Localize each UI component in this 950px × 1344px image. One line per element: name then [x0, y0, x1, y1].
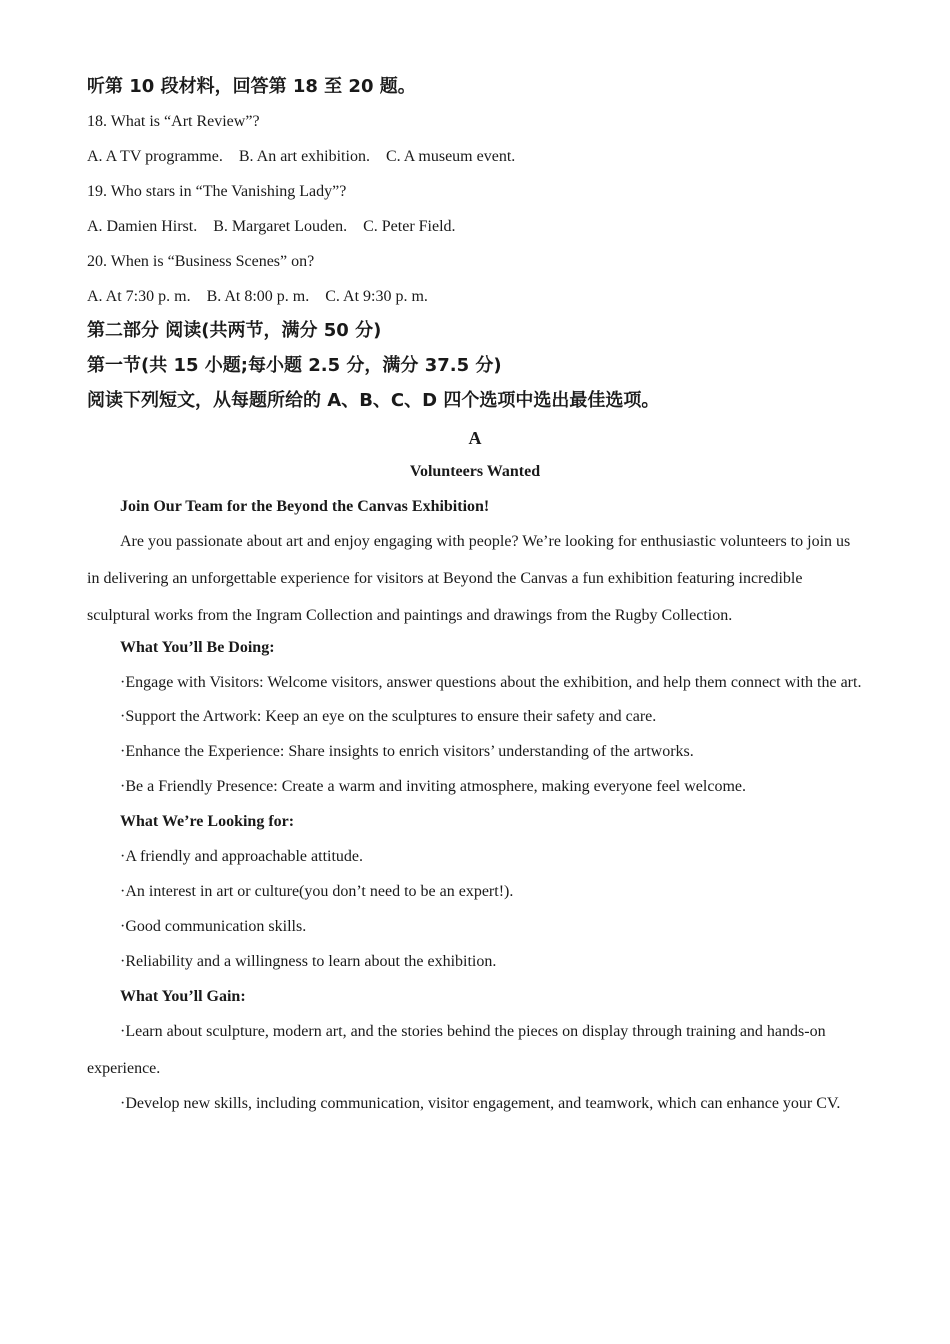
question-20-stem: 20. When is “Business Scenes” on? — [87, 253, 315, 270]
question-19-stem: 19. Who stars in “The Vanishing Lady”? — [87, 183, 347, 200]
document-page — [87, 76, 863, 1122]
question-18-options: A. A TV programme. B. An art exhibition. C. A museum event. — [87, 148, 516, 165]
looking-item: ·An interest in art or culture(you don’t need to be an expert!). — [120, 883, 514, 900]
passage-intro: Are you passionate about art and enjoy engaging with people? We’re looking for enthusiastic volunteers to join us in delivering an unforgettable experience for visitors at Beyond the Canvas a fun exhibition featuring incredible sculptural works from the Ingram Collection and paintings and drawings from the Rugby Collection. — [87, 533, 851, 624]
gain-item: ·Learn about sculpture, modern art, and the stories behind the pieces on display through training and hands-on experience. — [87, 1023, 826, 1077]
looking-item: ·Good communication skills. — [120, 918, 307, 935]
reading-instruction: 阅读下列短文，从每题所给的 A、B、C、D 四个选项中选出最佳选项。 — [87, 390, 660, 411]
reading-section-title: 第一节(共 15 小题;每小题 2.5 分，满分 37.5 分) — [87, 355, 502, 376]
doing-item: ·Engage with Visitors: Welcome visitors, answer questions about the exhibition, and help them connect with the art. — [120, 674, 862, 691]
doing-item: ·Be a Friendly Presence: Create a warm and inviting atmosphere, making everyone feel welcome. — [120, 778, 746, 795]
question-20-options: A. At 7:30 p. m. B. At 8:00 p. m. C. At 9:30 p. m. — [87, 288, 428, 305]
question-19-options: A. Damien Hirst. B. Margaret Louden. C. Peter Field. — [87, 218, 456, 235]
doing-item: ·Enhance the Experience: Share insights to enrich visitors’ understanding of the artworks. — [120, 743, 694, 760]
listening-instruction: 听第 10 段材料，回答第 18 至 20 题。 — [87, 76, 416, 97]
looking-heading: What We’re Looking for: — [120, 813, 295, 830]
doing-item: ·Support the Artwork: Keep an eye on the sculptures to ensure their safety and care. — [120, 708, 657, 725]
looking-item: ·Reliability and a willingness to learn about the exhibition. — [120, 953, 497, 970]
passage-title: Volunteers Wanted — [409, 463, 541, 480]
passage-subtitle: Join Our Team for the Beyond the Canvas Exhibition! — [120, 498, 490, 515]
gain-item: ·Develop new skills, including communication, visitor engagement, and teamwork, which can enhance your CV. — [120, 1095, 841, 1112]
reading-part-title: 第二部分 阅读(共两节，满分 50 分) — [87, 320, 382, 341]
doing-heading: What You’ll Be Doing: — [120, 639, 275, 656]
passage-letter: A — [468, 428, 482, 448]
question-18-stem: 18. What is “Art Review”? — [87, 113, 260, 130]
gain-heading: What You’ll Gain: — [120, 988, 246, 1005]
looking-item: ·A friendly and approachable attitude. — [120, 848, 364, 865]
